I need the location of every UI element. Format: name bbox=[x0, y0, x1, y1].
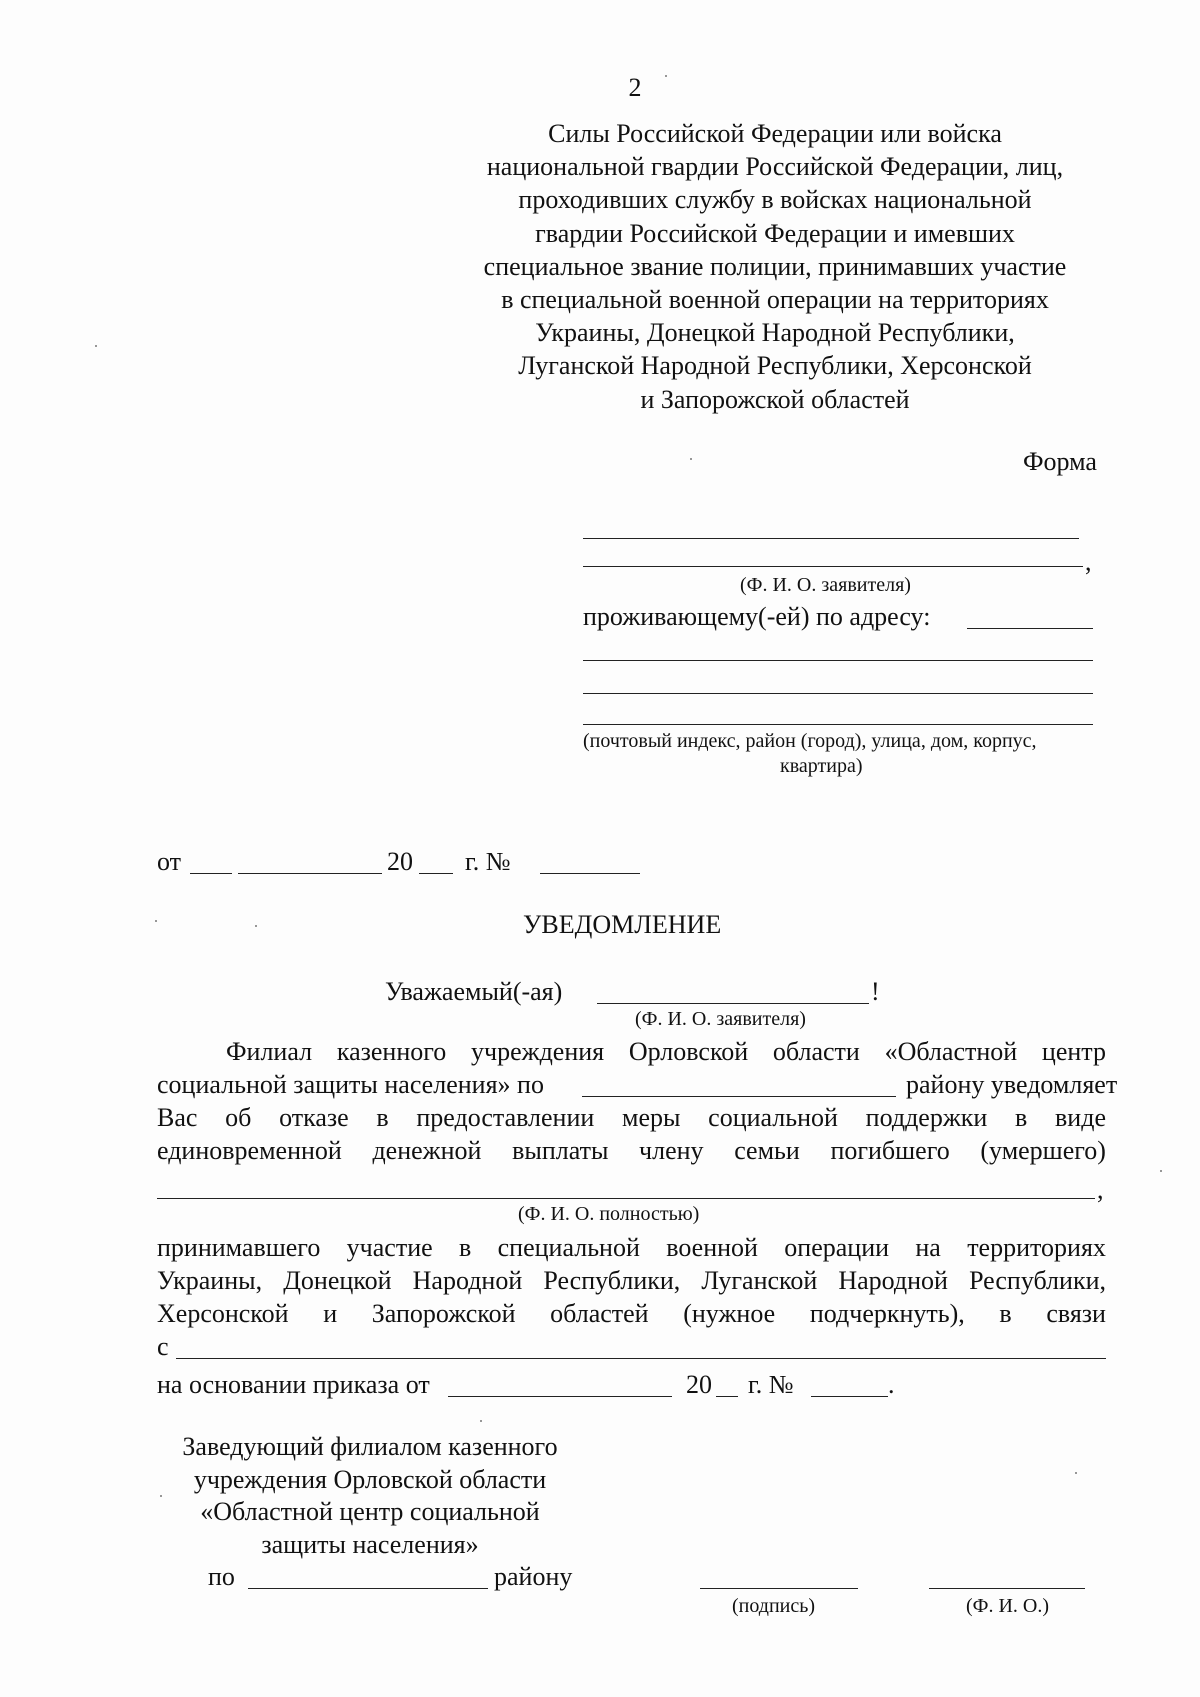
address-label: проживающему(-ей) по адресу: bbox=[583, 602, 931, 631]
greeting-exclamation: ! bbox=[871, 977, 880, 1006]
signatory-name-caption: (Ф. И. О.) bbox=[966, 1595, 1050, 1617]
date-month-line bbox=[238, 873, 382, 874]
header-line: национальной гвардии Российской Федерации, лиц, bbox=[486, 152, 1064, 182]
page-number: 2 bbox=[628, 73, 642, 102]
scan-speck bbox=[665, 75, 667, 77]
date-year-prefix: 20 bbox=[387, 847, 413, 876]
greeting-caption: (Ф. И. О. заявителя) bbox=[635, 1008, 806, 1030]
signatory-position bbox=[160, 1431, 580, 1561]
district-line bbox=[582, 1096, 896, 1097]
scan-speck bbox=[255, 925, 257, 927]
position-line: защиты населения» bbox=[261, 1529, 479, 1559]
header-line: и Запорожской областей bbox=[640, 384, 910, 414]
reason-prefix: с bbox=[157, 1332, 169, 1361]
greeting-name-line bbox=[597, 1003, 869, 1004]
header-line: Луганской Народной Республики, Херсонской bbox=[518, 351, 1032, 381]
date-year-line bbox=[419, 873, 453, 874]
date-from-label: от bbox=[157, 847, 182, 876]
scan-speck bbox=[95, 345, 97, 347]
address-line bbox=[583, 693, 1093, 694]
body-line: социальной защиты населения» по bbox=[157, 1070, 544, 1099]
body-line: Украины, Донецкой Народной Республики, Луганской Народной Республики, bbox=[157, 1266, 1106, 1295]
scan-speck bbox=[1075, 1472, 1077, 1474]
body-line: Вас об отказе в предоставлении меры социальной поддержки в виде bbox=[157, 1103, 1106, 1132]
body-line: принимавшего участие в специальной военной операции на территориях bbox=[157, 1233, 1106, 1262]
header-line: проходивших службу в войсках национальной bbox=[518, 185, 1032, 215]
form-label: Форма bbox=[1023, 447, 1097, 476]
address-line bbox=[967, 628, 1093, 629]
order-end: . bbox=[888, 1370, 895, 1399]
applicant-name-line bbox=[583, 566, 1083, 567]
body-line: Филиал казенного учреждения Орловской области «Областной центр bbox=[226, 1037, 1106, 1066]
address-line bbox=[583, 724, 1093, 725]
order-year-prefix: 20 bbox=[686, 1370, 712, 1399]
document-header bbox=[440, 117, 1110, 416]
applicant-name-caption: (Ф. И. О. заявителя) bbox=[740, 574, 911, 596]
applicant-name-line bbox=[583, 538, 1079, 539]
header-line: Украины, Донецкой Народной Республики, bbox=[535, 318, 1015, 348]
address-caption: (почтовый индекс, район (город), улица, дом, корпус, bbox=[583, 730, 1037, 752]
header-line: Силы Российской Федерации или войска bbox=[548, 119, 1002, 148]
header-line: в специальной военной операции на территориях bbox=[501, 285, 1049, 315]
signature-line bbox=[700, 1588, 858, 1589]
signatory-rayon: району bbox=[494, 1562, 573, 1591]
scan-speck bbox=[155, 920, 157, 922]
scan-speck bbox=[480, 1420, 482, 1422]
comma: , bbox=[1097, 1175, 1104, 1204]
signatory-po: по bbox=[208, 1562, 235, 1591]
body-line: единовременной денежной выплаты члену семьи погибшего (умершего) bbox=[157, 1136, 1106, 1165]
position-line: Заведующий филиалом казенного bbox=[182, 1432, 558, 1461]
date-number-label: г. № bbox=[465, 847, 511, 876]
signatory-name-line bbox=[929, 1588, 1085, 1589]
order-number-line bbox=[811, 1396, 888, 1397]
order-date-line bbox=[448, 1396, 672, 1397]
document-title: УВЕДОМЛЕНИЕ bbox=[523, 910, 722, 939]
order-year-line bbox=[716, 1396, 738, 1397]
position-line: учреждения Орловской области bbox=[193, 1464, 547, 1494]
address-line bbox=[583, 660, 1093, 661]
address-caption: квартира) bbox=[780, 755, 863, 777]
comma: , bbox=[1085, 547, 1092, 576]
deceased-name-line bbox=[157, 1198, 1095, 1199]
position-line: «Областной центр социальной bbox=[200, 1497, 540, 1526]
signatory-district-line bbox=[248, 1588, 488, 1589]
body-line: Херсонской и Запорожской областей (нужное подчеркнуть), в связи bbox=[157, 1299, 1106, 1328]
header-line: специальное звание полиции, принимавших участие bbox=[483, 251, 1067, 281]
order-number-label: г. № bbox=[748, 1370, 794, 1399]
header-line: гвардии Российской Федерации и имевших bbox=[535, 218, 1015, 248]
scan-speck bbox=[1160, 1170, 1162, 1172]
greeting-label: Уважаемый(-ая) bbox=[385, 977, 563, 1006]
order-label: на основании приказа от bbox=[157, 1370, 430, 1399]
reason-line bbox=[176, 1358, 1106, 1359]
body-line: району уведомляет bbox=[906, 1070, 1118, 1099]
scan-speck bbox=[690, 458, 692, 460]
signature-caption: (подпись) bbox=[732, 1595, 816, 1617]
deceased-name-caption: (Ф. И. О. полностью) bbox=[518, 1203, 700, 1225]
date-number-line bbox=[540, 873, 640, 874]
date-day-line bbox=[190, 873, 232, 874]
